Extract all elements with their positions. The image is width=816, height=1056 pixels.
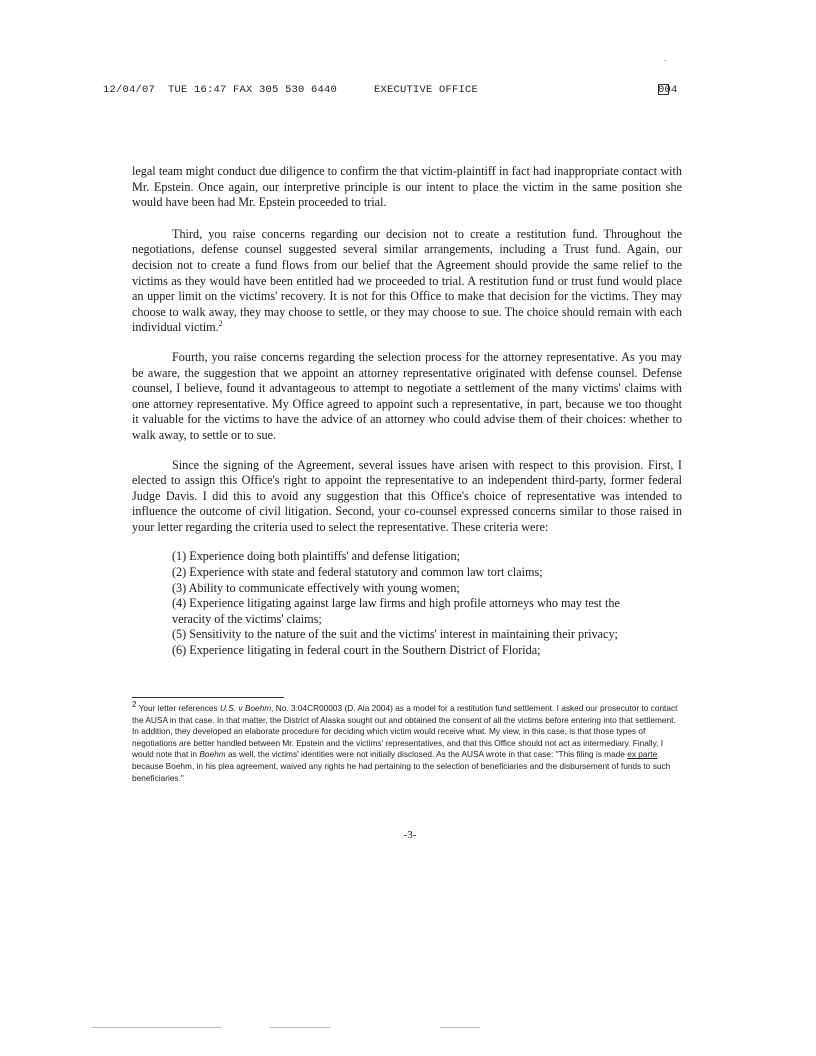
paragraph-attorney-representative: Fourth, you raise concerns regarding the selection process for the attorney representative. As you may be aware, the suggestion that we appoint an attorney representative originated with defense counsel. Defense counsel, I believe, found it advantageous to attempt to negotiate a settlement of the many victims' claims with one attorney representative. My Office agreed to appoint such a representative, in part, because we too thought it valuable for the victims to have the advice of an attorney who could advise them of their choices: whether to walk away, to settle or to sue.: [132, 349, 682, 442]
paragraph-restitution-text: Third, you raise concerns regarding our decision not to create a restitution fund. Throughout the negotiations, defense counsel suggested several similar arrangements, including a Trust fund. Again, our decision not to create a fund flows from our belief that the Agreement should provide the same relief to the victims as they would have been entitled had we proceeded to trial. A restitution fund or trust fund would place an upper limit on the victims' recovery. It is not for this Office to make that decision for the victims. They may choose to walk away, they may choose to settle, or they may choose to sue. The choice should remain with each individual victim.: [132, 226, 682, 335]
scan-artifact: [664, 60, 666, 61]
criteria-item: (4) Experience litigating against large law firms and high profile attorneys who may test the veracity of the victims' claims;: [172, 596, 620, 626]
footnote-ex-parte: ex parte: [627, 749, 658, 760]
footnote-text: as well, the victims' identities were not initially disclosed. As the AUSA wrote in that case: "This filing is made: [225, 749, 628, 760]
criteria-item: (5) Sensitivity to the nature of the suit and the victims' interest in maintaining their privacy;: [172, 627, 618, 642]
letter-body: [132, 164, 682, 659]
paragraph-restitution-fund: [132, 227, 682, 336]
criteria-list: [172, 549, 642, 658]
criteria-item: (2) Experience with state and federal statutory and common law tort claims;: [172, 565, 543, 580]
footnote: [132, 700, 684, 784]
fax-datetime-number: 12/04/07 TUE 16:47 FAX 305 530 6440: [103, 84, 338, 96]
paragraph-continuation: legal team might conduct due diligence to confirm the that victim-plaintiff in fact had inappropriate contact with Mr. Epstein. Once again, our interpretive principle is our intent to place the victim in the same position she would have been had Mr. Epstein proceeded to trial.: [132, 164, 682, 210]
criteria-item: (6) Experience litigating in federal court in the Southern District of Florida;: [172, 643, 541, 658]
fax-page-number: 004: [658, 84, 678, 96]
page-number: -3-: [403, 829, 417, 841]
scan-artifact: [270, 1027, 330, 1028]
fax-office-label: EXECUTIVE OFFICE: [374, 84, 479, 96]
scan-artifact: [440, 1027, 480, 1028]
scan-artifact: [92, 1027, 222, 1028]
footnote-text: , No. 3:04CR00003 (D. Ala 2004) as a model for a restitution fund settlement. I asked our prosecutor to contact the AUSA in that case. In that matter, the District of Alaska sought out and obtained the consent of all the victims before entering into that settlement. In addition, they developed an elaborate procedure for deciding which victim would receive what. My view, in this case, is that those types of negotiations are better handled between Mr. Epstein and the victims' representatives, and that this Office should not act as intermediary. Finally, I would note that in: [132, 703, 678, 760]
criteria-item: (1) Experience doing both plaintiffs' and defense litigation;: [172, 549, 460, 564]
footnote-marker: 2: [132, 700, 137, 710]
footnote-divider: [132, 697, 284, 698]
footnote-reference: 2: [218, 319, 223, 329]
footnote-case-name-short: Boehm: [199, 749, 226, 760]
paragraph-agreement-issues: Since the signing of the Agreement, several issues have arisen with respect to this provision. First, I elected to assign this Office's right to appoint the representative to an independent third-party, former federal Judge Davis. I did this to avoid any suggestion that this Office's choice of representative was intended to influence the outcome of civil litigation. Second, your co-counsel expressed concerns similar to those raised in your letter regarding the criteria used to select the representative. These criteria were:: [132, 457, 682, 534]
footnote-case-name: U.S. v Boehm: [219, 703, 272, 713]
footnote-text: Your letter references: [136, 703, 220, 713]
criteria-item: (3) Ability to communicate effectively with young women;: [172, 580, 460, 595]
fax-header: [103, 84, 713, 100]
footnote-text: because Boehm, in his plea agreement, waived any rights he had pertaining to the selection of beneficiaries and the disbursement of funds to such beneficiaries.": [132, 760, 671, 783]
